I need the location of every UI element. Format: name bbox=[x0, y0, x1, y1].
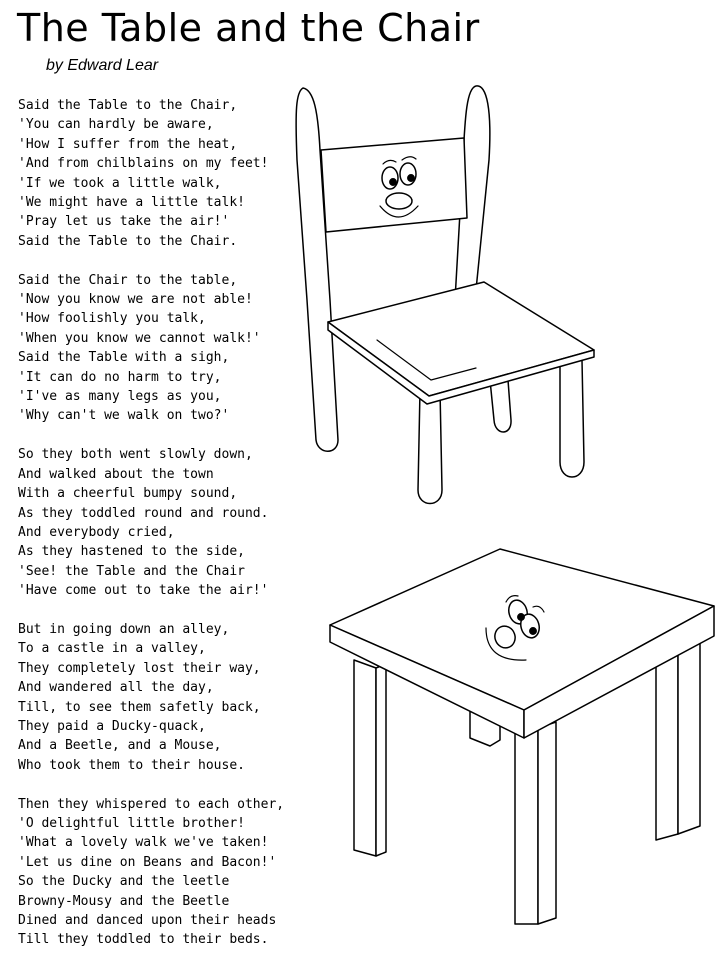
chair-back-right-post bbox=[455, 86, 490, 310]
poem-line: Till, to see them safetly back, bbox=[18, 699, 261, 715]
poem-line: 'You can hardly be aware, bbox=[18, 117, 214, 133]
poem-line: Then they whispered to each other, bbox=[18, 796, 285, 812]
table-left-leg bbox=[354, 660, 376, 856]
stanza bbox=[18, 445, 308, 600]
author-byline: by Edward Lear bbox=[46, 57, 159, 74]
chair-front-left-leg bbox=[418, 390, 442, 504]
poem-line: 'I've as many legs as you, bbox=[18, 389, 222, 405]
poem-line: Dined and danced upon their heads bbox=[18, 913, 277, 928]
table-front-leg-side bbox=[538, 722, 556, 924]
poem-line: 'We might have a little talk! bbox=[18, 195, 245, 211]
poem-line: Said the Table with a sigh, bbox=[18, 350, 230, 366]
poem-line: And walked about the town bbox=[18, 466, 214, 482]
chair-seat-top bbox=[328, 282, 594, 396]
stanza bbox=[18, 271, 308, 426]
chair-front-right-leg bbox=[560, 360, 584, 477]
chair-drawing bbox=[296, 86, 594, 504]
poem-line: 'And from chilblains on my feet! bbox=[18, 156, 269, 172]
table-right-leg bbox=[656, 648, 678, 840]
table-back-leg bbox=[470, 700, 500, 746]
chair-seat-front-edge bbox=[328, 322, 594, 404]
poem-line: And wandered all the day, bbox=[18, 680, 214, 696]
poem-line: 'Now you know we are not able! bbox=[18, 292, 253, 308]
chair-seat-highlight bbox=[377, 340, 476, 380]
poem-line: 'How foolishly you talk, bbox=[18, 311, 206, 327]
table-top-front-edge bbox=[330, 625, 524, 738]
table-right-leg-side bbox=[678, 640, 700, 834]
stanza bbox=[18, 795, 308, 950]
table-drawing bbox=[330, 549, 714, 924]
poem-line: 'How I suffer from the heat, bbox=[18, 136, 238, 152]
poem-line: 'Why can't we walk on two?' bbox=[18, 408, 230, 424]
stanza bbox=[18, 96, 308, 251]
poem-line: 'If we took a little walk, bbox=[18, 175, 222, 191]
poem-text bbox=[18, 96, 308, 969]
table-top-surface bbox=[330, 549, 714, 710]
poem-line: 'What a lovely walk we've taken! bbox=[18, 835, 269, 851]
poem-line: So the Ducky and the leetle bbox=[18, 874, 230, 890]
poem-line: 'Have come out to take the air!' bbox=[18, 583, 269, 599]
poem-line: Who took them to their house. bbox=[18, 757, 245, 773]
table-face bbox=[486, 596, 544, 661]
poem-line: And a Beetle, and a Mouse, bbox=[18, 738, 222, 754]
poem-line: Said the Table to the Chair, bbox=[18, 98, 238, 113]
poem-line: But in going down an alley, bbox=[18, 621, 230, 637]
poem-line: 'When you know we cannot walk!' bbox=[18, 330, 261, 346]
table-top-right-edge bbox=[524, 606, 714, 738]
poem-line: To a castle in a valley, bbox=[18, 641, 206, 657]
poem-line: And everybody cried, bbox=[18, 524, 175, 540]
poem-line: They paid a Ducky-quack, bbox=[18, 718, 206, 734]
poem-line: 'Let us dine on Beans and Bacon!' bbox=[18, 854, 277, 870]
table-left-leg-side bbox=[376, 664, 386, 856]
poem-line: Said the Chair to the table, bbox=[18, 272, 238, 288]
page-title: The Table and the Chair bbox=[17, 6, 480, 50]
poem-line: They completely lost their way, bbox=[18, 660, 261, 676]
chair-top-backrest bbox=[321, 138, 467, 232]
poem-line: 'See! the Table and the Chair bbox=[18, 563, 245, 579]
chair-back-leg bbox=[490, 380, 511, 432]
table-front-leg bbox=[515, 728, 538, 924]
chair-face bbox=[380, 157, 418, 217]
stanza bbox=[18, 620, 308, 775]
poem-line: Browny-Mousy and the Beetle bbox=[18, 893, 230, 909]
poem-line: 'Pray let us take the air!' bbox=[18, 214, 230, 230]
poem-line: With a cheerful bumpy sound, bbox=[18, 486, 238, 502]
poem-line: Said the Table to the Chair. bbox=[18, 233, 238, 249]
poem-line: Till they toddled to their beds. bbox=[18, 932, 269, 948]
poem-line: 'It can do no harm to try, bbox=[18, 369, 222, 385]
poem-line: 'O delightful little brother! bbox=[18, 815, 245, 831]
poem-line: As they hastened to the side, bbox=[18, 544, 245, 560]
poem-line: So they both went slowly down, bbox=[18, 447, 253, 463]
poem-line: As they toddled round and round. bbox=[18, 505, 269, 521]
